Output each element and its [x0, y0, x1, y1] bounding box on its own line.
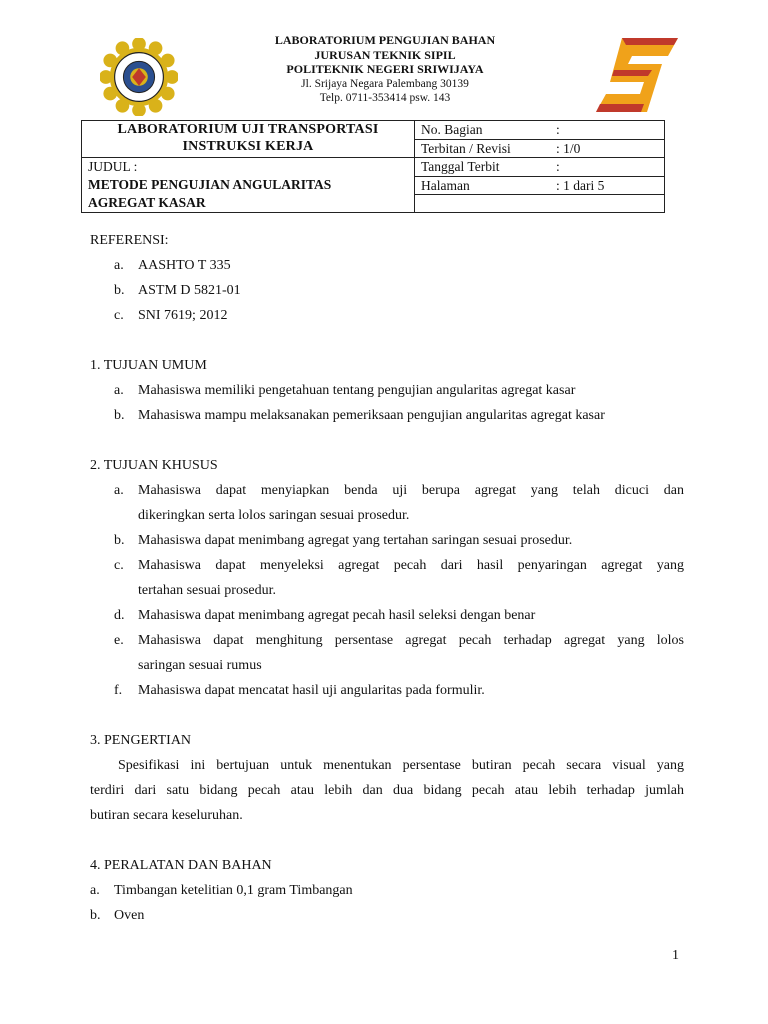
no-bagian-value: :: [556, 122, 560, 137]
list-item: e. Mahasiswa dapat menghitung persentase agregat pecah terhadap agregat yang lolos: [114, 633, 684, 648]
list-item-continuation: saringan sesuai rumus: [138, 658, 262, 673]
phone: Telp. 0711-353414 psw. 143: [319, 92, 451, 104]
referensi-title: REFERENSI:: [90, 233, 169, 248]
list-item: b. Mahasiswa mampu melaksanakan pemeriksaan pengujian angularitas agregat kasar: [114, 408, 605, 423]
letterhead: [0, 30, 768, 110]
pengertian-title: 3. PENGERTIAN: [90, 733, 192, 748]
list-item: c. Mahasiswa dapat menyeleksi agregat pecah dari hasil penyaringan agregat yang: [114, 558, 684, 573]
paragraph-line: butiran secara keseluruhan.: [90, 808, 243, 823]
tujuan-umum-title: 1. TUJUAN UMUM: [90, 358, 207, 373]
terbitan-value: : 1/0: [556, 140, 581, 156]
s-logo-icon: [592, 30, 682, 120]
tanggal-value: :: [556, 159, 560, 174]
lab-title-cell: [82, 121, 415, 158]
paragraph-line: Spesifikasi ini bertujuan untuk menentukan persentase butiran pecah secara visual yang: [118, 758, 684, 773]
judul-line-2: AGREGAT KASAR: [88, 195, 206, 210]
meta-cell-bottom: [415, 158, 665, 213]
list-item: a. Timbangan ketelitian 0,1 gram Timbangan: [90, 883, 353, 898]
list-item: a. AASHTO T 335: [114, 258, 231, 273]
list-item: d. Mahasiswa dapat menimbang agregat pecah hasil seleksi dengan benar: [114, 608, 536, 623]
document-info-table: [81, 120, 665, 213]
judul-line-1: METODE PENGUJIAN ANGULARITAS: [88, 177, 332, 192]
list-item: b. Mahasiswa dapat menimbang agregat yang tertahan saringan sesuai prosedur.: [114, 533, 573, 548]
list-item: b. Oven: [90, 908, 145, 923]
tujuan-khusus-title: 2. TUJUAN KHUSUS: [90, 458, 218, 473]
work-instruction-label: INSTRUKSI KERJA: [182, 139, 314, 154]
institution-name: POLITEKNIK NEGERI SRIWIJAYA: [286, 62, 484, 76]
paragraph-line: terdiri dari satu bidang pecah atau lebih dan dua bidang pecah atau lebih terhadap jumlah: [90, 783, 684, 798]
list-item: a. Mahasiswa memiliki pengetahuan tentang pengujian angularitas agregat kasar: [114, 383, 576, 398]
empty-meta-row: [415, 195, 664, 212]
list-item-continuation: dikeringkan serta lolos saringan sesuai prosedur.: [138, 508, 410, 523]
halaman-value: : 1 dari 5: [556, 177, 605, 193]
judul-label: JUDUL :: [88, 159, 138, 174]
lab-title: LABORATORIUM UJI TRANSPORTASI: [117, 122, 379, 137]
list-item: a. Mahasiswa dapat menyiapkan benda uji berupa agregat yang telah dicuci dan: [114, 483, 684, 498]
peralatan-title: 4. PERALATAN DAN BAHAN: [90, 858, 272, 873]
list-item: f. Mahasiswa dapat mencatat hasil uji angularitas pada formulir.: [114, 683, 485, 698]
list-item-continuation: tertahan sesuai prosedur.: [138, 583, 277, 598]
lab-name: LABORATORIUM PENGUJIAN BAHAN: [274, 33, 496, 47]
no-bagian-label: No. Bagian: [421, 122, 483, 137]
list-item: b. ASTM D 5821-01: [114, 283, 241, 298]
terbitan-label: Terbitan / Revisi: [421, 140, 511, 156]
document-body: [90, 228, 684, 928]
tanggal-label: Tanggal Terbit: [421, 159, 500, 174]
polsri-emblem-icon: [100, 38, 178, 116]
list-item: c. SNI 7619; 2012: [114, 308, 228, 323]
halaman-label: Halaman: [421, 177, 470, 193]
address: Jl. Srijaya Negara Palembang 30139: [301, 77, 469, 90]
page-number: 1: [672, 948, 679, 963]
meta-cell-top: [415, 121, 665, 158]
judul-cell: [82, 158, 415, 213]
department-name: JURUSAN TEKNIK SIPIL: [314, 47, 456, 62]
